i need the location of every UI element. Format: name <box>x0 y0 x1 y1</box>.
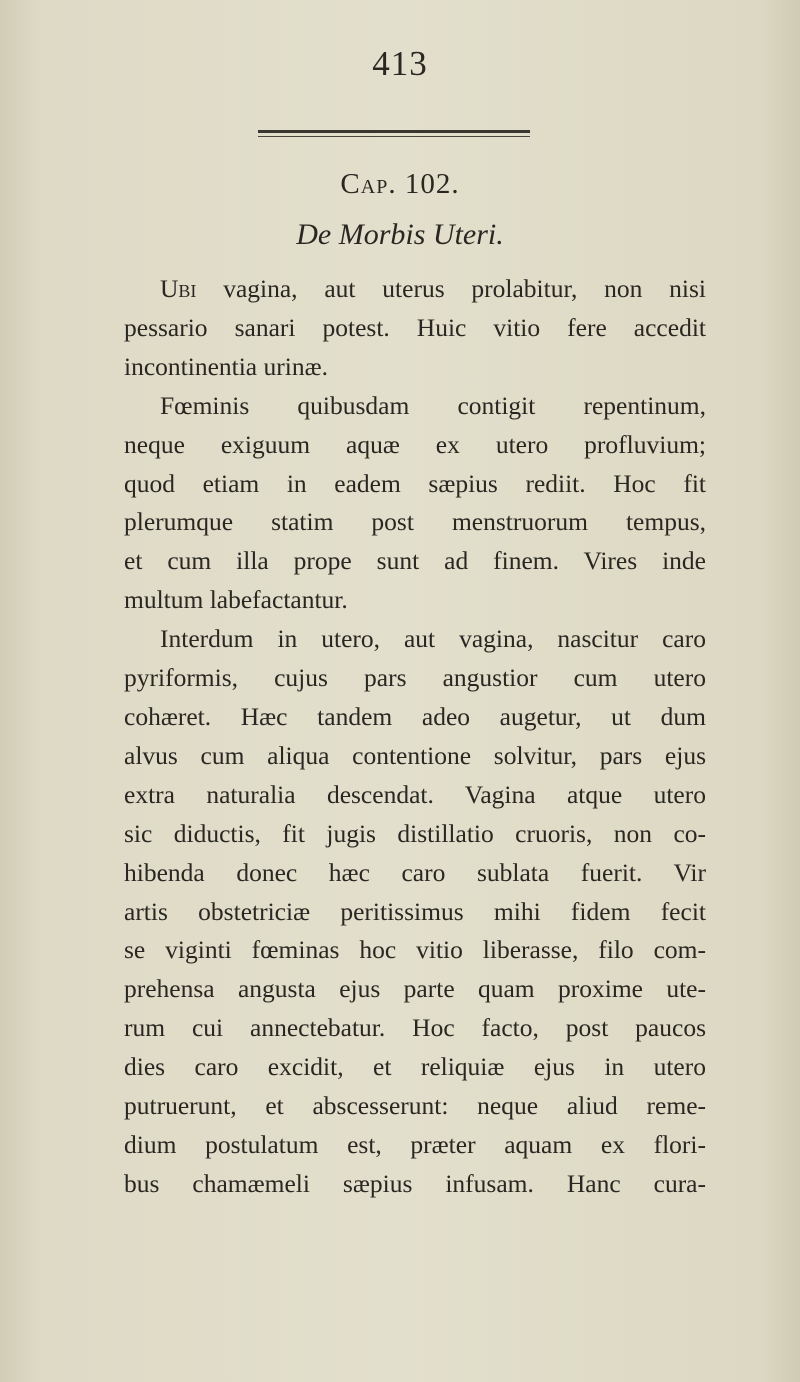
page-number: 413 <box>372 44 428 83</box>
header-rule-thick <box>258 130 530 133</box>
chapter-heading <box>0 168 800 201</box>
text-line: putruerunt, et abscesserunt: neque aliud reme- <box>124 1091 706 1121</box>
text-line: quod etiam in eadem sæpius rediit. Hoc fit <box>124 468 706 498</box>
text-line: Interdum in utero, aut vagina, nascitur caro <box>160 624 706 654</box>
chapter-number: 102. <box>404 168 460 200</box>
text-line: extra naturalia descendat. Vagina atque utero <box>124 779 706 809</box>
text-line: hibenda donec hæc caro sublata fuerit. Vir <box>124 857 706 887</box>
header-rule <box>258 128 530 139</box>
text-line: pessario sanari potest. Huic vitio fere accedit <box>124 312 706 342</box>
chapter-prefix: Cap. <box>340 168 397 200</box>
text-line: sic diductis, fit jugis distillatio cruoris, non co- <box>124 818 706 848</box>
chapter-subtitle: De Morbis Uteri. <box>296 218 504 251</box>
header-rule-thin <box>258 136 530 137</box>
text-line: se viginti fœminas hoc vitio liberasse, filo com- <box>124 935 706 965</box>
text-line: pyriformis, cujus pars angustior cum utero <box>124 663 706 693</box>
text-line: plerumque statim post menstruorum tempus, <box>124 507 706 537</box>
text-line: multum labefactantur. <box>124 585 348 615</box>
text-line: artis obstetriciæ peritissimus mihi fidem fecit <box>124 896 706 926</box>
text-line: prehensa angusta ejus parte quam proxime ute- <box>124 974 706 1004</box>
text-line: alvus cum aliqua contentione solvitur, pars ejus <box>124 740 706 770</box>
text-line: dium postulatum est, præter aquam ex flori- <box>124 1129 706 1159</box>
drop-word: Ubi <box>160 274 197 303</box>
paragraph <box>124 387 706 620</box>
text-line: Ubi vagina, aut uterus prolabitur, non nisi <box>160 274 706 303</box>
text-line: dies caro excidit, et reliquiæ ejus in utero <box>124 1052 706 1082</box>
paragraph <box>124 620 706 1204</box>
text-line: incontinentia urinæ. <box>124 351 328 381</box>
text-line: rum cui annectebatur. Hoc facto, post paucos <box>124 1013 706 1043</box>
text-line: bus chamæmeli sæpius infusam. Hanc cura- <box>124 1168 706 1198</box>
text-line: cohæret. Hæc tandem adeo augetur, ut dum <box>124 701 706 731</box>
body-text <box>124 270 706 1204</box>
text-line: et cum illa prope sunt ad finem. Vires inde <box>124 546 706 576</box>
paragraph <box>124 270 706 387</box>
text-line: Fœminis quibusdam contigit repentinum, <box>160 390 706 420</box>
text-line: neque exiguum aquæ ex utero profluvium; <box>124 429 706 459</box>
